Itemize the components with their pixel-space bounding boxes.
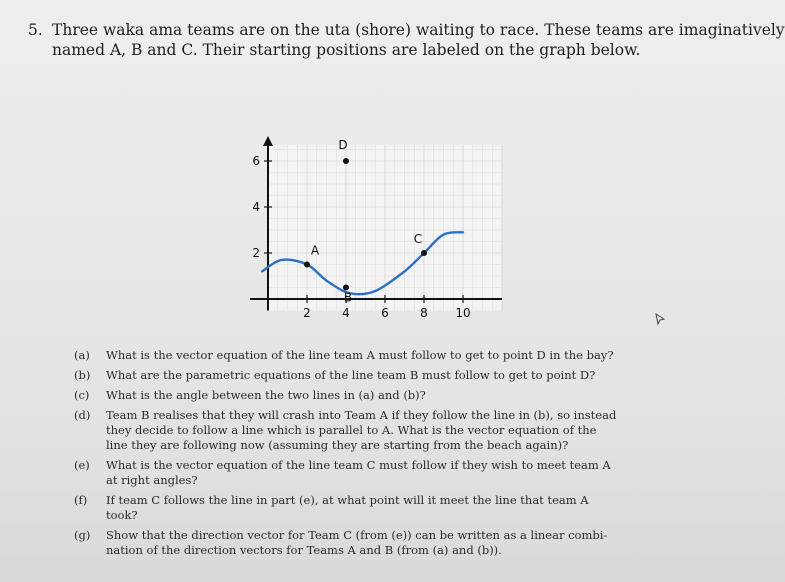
question-part-text: they decide to follow a line which is parallel to A. What is the vector equation of the <box>106 423 597 437</box>
question-part <box>74 408 674 453</box>
question-part-label: (g) <box>74 528 91 542</box>
question-number: 5. <box>28 21 43 39</box>
y-tick-label: 4 <box>252 200 260 214</box>
team-point-c <box>421 250 427 256</box>
question-part <box>74 493 674 523</box>
question-part-text: Team B realises that they will crash into Team A if they follow the line in (b), so instead <box>106 408 617 422</box>
question-part <box>74 528 674 558</box>
team-point-d <box>343 158 349 164</box>
question-part-label: (f) <box>74 493 88 507</box>
question-part-text: What is the vector equation of the line team C must follow if they wish to meet team A <box>106 458 611 472</box>
question-part <box>74 348 674 363</box>
team-point-a <box>304 262 310 268</box>
question-part-text: Show that the direction vector for Team C (from (e)) can be written as a linear combi- <box>106 528 608 542</box>
question-part <box>74 388 674 403</box>
team-point-label: D <box>338 138 348 152</box>
question-part-text: took? <box>106 508 138 522</box>
y-tick-label: 2 <box>252 246 260 260</box>
position-graph <box>230 115 530 325</box>
question-part-label: (e) <box>74 458 90 472</box>
question-parts-list <box>74 348 674 563</box>
question-part <box>74 368 674 383</box>
team-point-label: C <box>413 232 423 246</box>
x-tick-label: 4 <box>342 306 350 320</box>
x-tick-label: 10 <box>455 306 471 320</box>
question-part-label: (a) <box>74 348 90 362</box>
y-axis-arrow <box>263 136 273 146</box>
x-tick-label: 8 <box>420 306 428 320</box>
question-part-text: What is the angle between the two lines in (a) and (b)? <box>106 388 426 402</box>
x-tick-label: 2 <box>303 306 311 320</box>
question-part-text: line they are following now (assuming they are starting from the beach again)? <box>106 438 569 452</box>
question-part <box>74 458 674 488</box>
question-part-label: (c) <box>74 388 90 402</box>
x-tick-label: 6 <box>381 306 389 320</box>
team-point-label: B <box>343 290 353 305</box>
question-part-text: If team C follows the line in part (e), at what point will it meet the line that team A <box>106 493 589 507</box>
question-part-text: What is the vector equation of the line team A must follow to get to point D in the bay? <box>106 348 614 362</box>
team-point-label: A <box>310 243 320 258</box>
question-text-line-1: Three waka ama teams are on the uta (shore) waiting to race. These teams are imaginatively <box>52 21 785 39</box>
question-part-text: nation of the direction vectors for Teams A and B (from (a) and (b)). <box>106 543 502 557</box>
question-text-line-2: named A, B and C. Their starting positions are labeled on the graph below. <box>52 41 641 59</box>
question-part-label: (b) <box>74 368 91 382</box>
question-part-text: at right angles? <box>106 473 198 487</box>
y-tick-label: 6 <box>252 154 260 168</box>
question-part-label: (d) <box>74 408 91 422</box>
mouse-cursor-icon <box>653 312 667 326</box>
question-part-text: What are the parametric equations of the line team B must follow to get to point D? <box>106 368 596 382</box>
